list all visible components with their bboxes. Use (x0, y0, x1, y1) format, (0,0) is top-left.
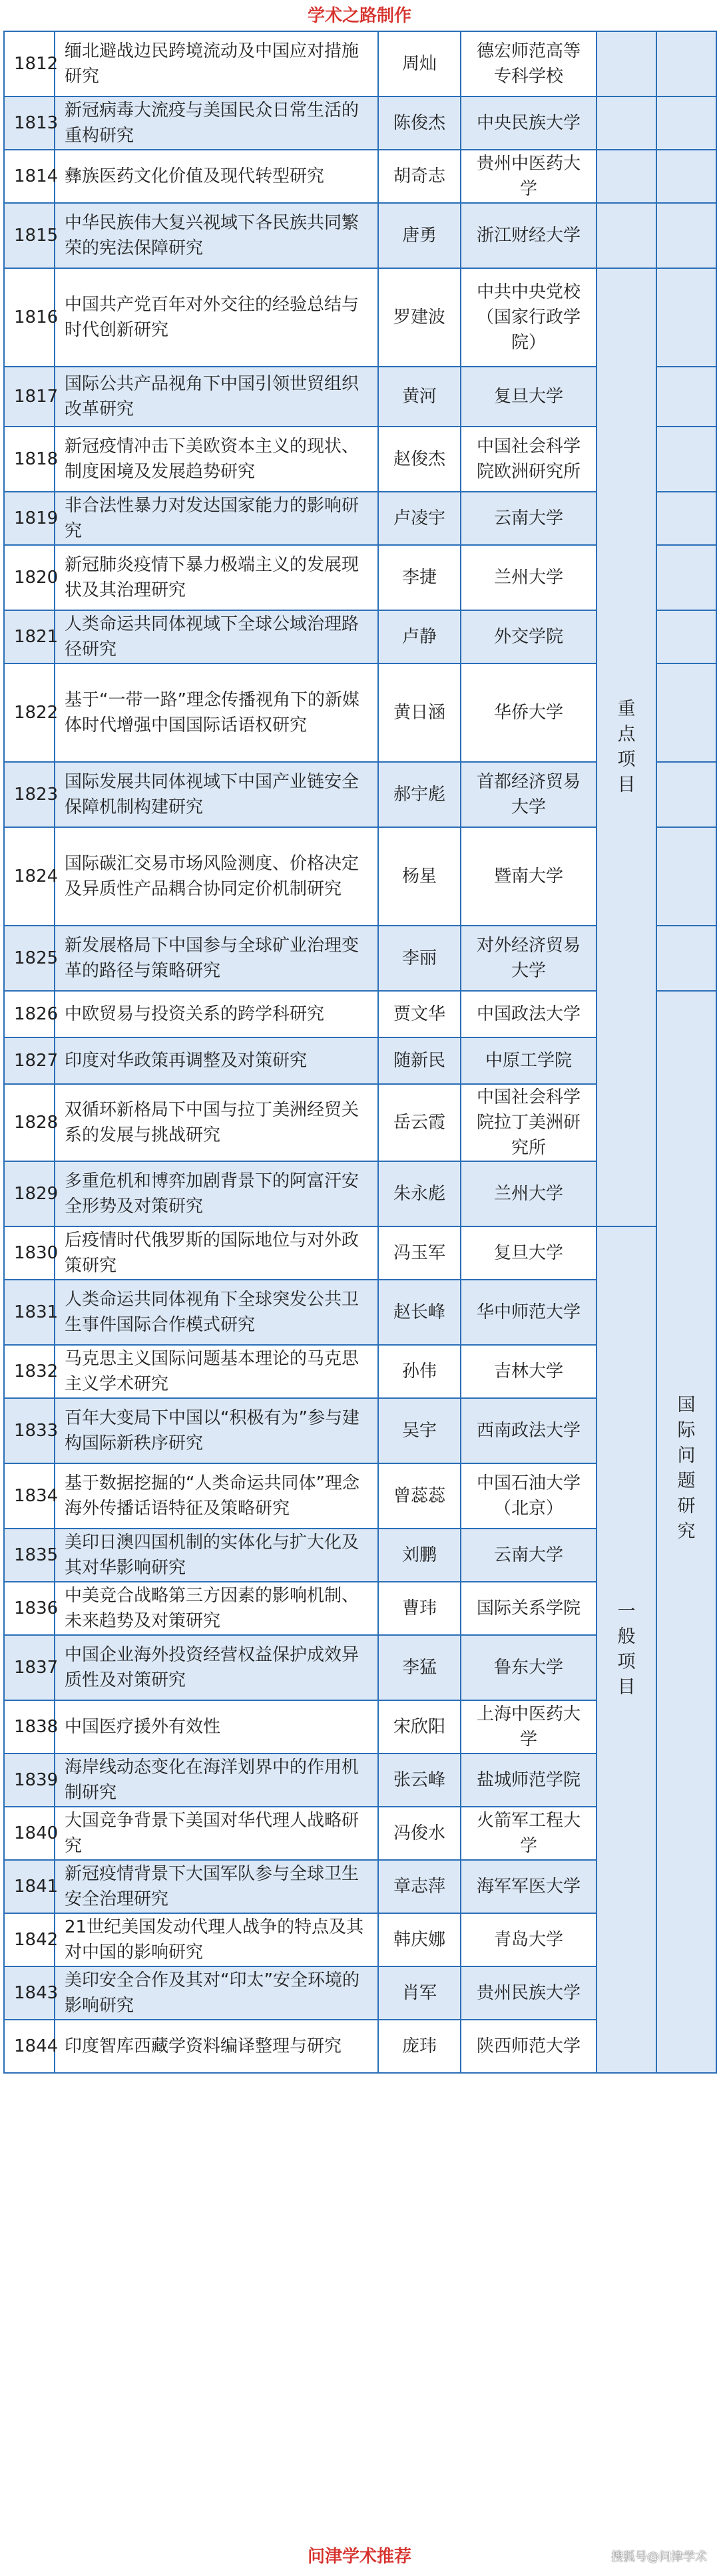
institution: 复旦大学 (461, 367, 597, 427)
principal-investigator: 卢静 (378, 610, 461, 663)
blank-cell (656, 827, 716, 926)
table-row (4, 203, 716, 268)
principal-investigator: 岳云霞 (378, 1084, 461, 1161)
blank-cell (656, 492, 716, 545)
project-number: 1821 (4, 610, 55, 663)
table-row (4, 31, 716, 96)
project-table-body (4, 31, 716, 2073)
category-label: 国际问题研究 (677, 1395, 696, 1542)
principal-investigator: 肖军 (378, 1966, 461, 2020)
institution: 陕西师范大学 (461, 2020, 597, 2073)
project-number: 1830 (4, 1226, 55, 1280)
institution: 中国石油大学（北京） (461, 1463, 597, 1529)
blank-cell (656, 367, 716, 427)
institution: 中国社会科学院欧洲研究所 (461, 427, 597, 492)
blank-cell (656, 545, 716, 610)
project-title: 新冠疫情背景下大国军队参与全球卫生安全治理研究 (55, 1860, 378, 1913)
project-number: 1822 (4, 663, 55, 762)
principal-investigator: 黄河 (378, 367, 461, 427)
project-number: 1841 (4, 1860, 55, 1913)
principal-investigator: 李捷 (378, 545, 461, 610)
project-title: 中国医疗援外有效性 (55, 1700, 378, 1753)
principal-investigator: 张云峰 (378, 1753, 461, 1807)
project-title: 21世纪美国发动代理人战争的特点及其对中国的影响研究 (55, 1913, 378, 1966)
blank-cell (656, 96, 716, 150)
project-title: 新冠疫情冲击下美欧资本主义的现状、制度困境及发展趋势研究 (55, 427, 378, 492)
project-number: 1828 (4, 1084, 55, 1161)
institution: 暨南大学 (461, 827, 597, 926)
project-number: 1819 (4, 492, 55, 545)
group-general-label: 一般项目 (617, 1601, 636, 1698)
project-title: 中美竞合战略第三方因素的影响机制、未来趋势及对策研究 (55, 1582, 378, 1635)
institution: 德宏师范高等专科学校 (461, 31, 597, 96)
table-row (4, 268, 716, 367)
watermark: 搜狐号@问津学术 (611, 2550, 707, 2564)
principal-investigator: 李丽 (378, 926, 461, 991)
principal-investigator: 周灿 (378, 31, 461, 96)
project-title: 国际公共产品视角下中国引领世贸组织改革研究 (55, 367, 378, 427)
blank-cell (597, 31, 656, 96)
project-title: 缅北避战边民跨境流动及中国应对措施研究 (55, 31, 378, 96)
principal-investigator: 杨星 (378, 827, 461, 926)
principal-investigator: 朱永彪 (378, 1161, 461, 1226)
institution: 华中师范大学 (461, 1280, 597, 1345)
project-number: 1816 (4, 268, 55, 367)
group-key-label: 重点项目 (617, 699, 636, 795)
project-number: 1833 (4, 1398, 55, 1463)
principal-investigator: 冯玉军 (378, 1226, 461, 1280)
project-title: 中国企业海外投资经营权益保护成效异质性及对策研究 (55, 1635, 378, 1700)
principal-investigator: 吴宇 (378, 1398, 461, 1463)
institution: 兰州大学 (461, 545, 597, 610)
institution: 盐城师范学院 (461, 1753, 597, 1807)
project-number: 1844 (4, 2020, 55, 2073)
project-title: 中国共产党百年对外交往的经验总结与时代创新研究 (55, 268, 378, 367)
institution: 外交学院 (461, 610, 597, 663)
blank-cell (656, 762, 716, 827)
project-number: 1838 (4, 1700, 55, 1753)
project-title: 人类命运共同体视域下全球公域治理路径研究 (55, 610, 378, 663)
principal-investigator: 罗建波 (378, 268, 461, 367)
footer-title: 问津学术推荐 (307, 2547, 411, 2567)
principal-investigator: 冯俊水 (378, 1807, 461, 1860)
group-general-projects (597, 1226, 656, 2073)
project-number: 1814 (4, 150, 55, 203)
project-title: 大国竞争背景下美国对华代理人战略研究 (55, 1807, 378, 1860)
institution: 中国政法大学 (461, 991, 597, 1037)
project-title: 新发展格局下中国参与全球矿业治理变革的路径与策略研究 (55, 926, 378, 991)
project-number: 1842 (4, 1913, 55, 1966)
table-row (4, 96, 716, 150)
institution: 贵州民族大学 (461, 1966, 597, 2020)
project-title: 后疫情时代俄罗斯的国际地位与对外政策研究 (55, 1226, 378, 1280)
principal-investigator: 陈俊杰 (378, 96, 461, 150)
project-number: 1832 (4, 1345, 55, 1398)
project-title: 海岸线动态变化在海洋划界中的作用机制研究 (55, 1753, 378, 1807)
blank-cell (656, 150, 716, 203)
project-number: 1840 (4, 1807, 55, 1860)
project-title: 印度对华政策再调整及对策研究 (55, 1037, 378, 1084)
project-title: 人类命运共同体视角下全球突发公共卫生事件国际合作模式研究 (55, 1280, 378, 1345)
project-number: 1836 (4, 1582, 55, 1635)
project-number: 1812 (4, 31, 55, 96)
blank-cell (656, 31, 716, 96)
project-number: 1834 (4, 1463, 55, 1529)
principal-investigator: 李猛 (378, 1635, 461, 1700)
institution: 青岛大学 (461, 1913, 597, 1966)
institution: 贵州中医药大学 (461, 150, 597, 203)
principal-investigator: 曾蕊蕊 (378, 1463, 461, 1529)
blank-cell (597, 96, 656, 150)
institution: 吉林大学 (461, 1345, 597, 1398)
project-title: 印度智库西藏学资料编译整理与研究 (55, 2020, 378, 2073)
principal-investigator: 刘鹏 (378, 1529, 461, 1582)
blank-cell (597, 150, 656, 203)
institution: 兰州大学 (461, 1161, 597, 1226)
principal-investigator: 韩庆娜 (378, 1913, 461, 1966)
project-title: 双循环新格局下中国与拉丁美洲经贸关系的发展与挑战研究 (55, 1084, 378, 1161)
project-table (3, 31, 717, 2074)
project-number: 1827 (4, 1037, 55, 1084)
institution: 首都经济贸易大学 (461, 762, 597, 827)
project-title: 非合法性暴力对发达国家能力的影响研究 (55, 492, 378, 545)
principal-investigator: 黄日涵 (378, 663, 461, 762)
header-title: 学术之路制作 (307, 6, 411, 26)
institution: 云南大学 (461, 1529, 597, 1582)
project-number: 1831 (4, 1280, 55, 1345)
principal-investigator: 宋欣阳 (378, 1700, 461, 1753)
project-title: 中华民族伟大复兴视域下各民族共同繁荣的宪法保障研究 (55, 203, 378, 268)
institution: 西南政法大学 (461, 1398, 597, 1463)
table-row (4, 1226, 716, 1280)
project-title: 百年大变局下中国以“积极有为”参与建构国际新秩序研究 (55, 1398, 378, 1463)
project-number: 1825 (4, 926, 55, 991)
project-title: 美印安全合作及其对“印太”安全环境的影响研究 (55, 1966, 378, 2020)
group-key-projects (597, 268, 656, 1226)
category-international-studies (656, 991, 716, 2073)
project-title: 彝族医药文化价值及现代转型研究 (55, 150, 378, 203)
institution: 鲁东大学 (461, 1635, 597, 1700)
principal-investigator: 贾文华 (378, 991, 461, 1037)
project-title: 基于数据挖掘的“人类命运共同体”理念海外传播话语特征及策略研究 (55, 1463, 378, 1529)
blank-cell (656, 926, 716, 991)
principal-investigator: 曹玮 (378, 1582, 461, 1635)
principal-investigator: 随新民 (378, 1037, 461, 1084)
project-title: 新冠肺炎疫情下暴力极端主义的发展现状及其治理研究 (55, 545, 378, 610)
blank-cell (656, 268, 716, 367)
institution: 中央民族大学 (461, 96, 597, 150)
project-number: 1820 (4, 545, 55, 610)
project-title: 新冠病毒大流疫与美国民众日常生活的重构研究 (55, 96, 378, 150)
project-title: 马克思主义国际问题基本理论的马克思主义学术研究 (55, 1345, 378, 1398)
project-number: 1818 (4, 427, 55, 492)
project-number: 1829 (4, 1161, 55, 1226)
principal-investigator: 卢凌宇 (378, 492, 461, 545)
institution: 上海中医药大学 (461, 1700, 597, 1753)
principal-investigator: 庞玮 (378, 2020, 461, 2073)
blank-cell (656, 203, 716, 268)
institution: 国际关系学院 (461, 1582, 597, 1635)
institution: 对外经济贸易大学 (461, 926, 597, 991)
project-number: 1823 (4, 762, 55, 827)
project-title: 美印日澳四国机制的实体化与扩大化及其对华影响研究 (55, 1529, 378, 1582)
project-title: 多重危机和博弈加剧背景下的阿富汗安全形势及对策研究 (55, 1161, 378, 1226)
principal-investigator: 赵俊杰 (378, 427, 461, 492)
project-number: 1813 (4, 96, 55, 150)
project-number: 1839 (4, 1753, 55, 1807)
institution: 中原工学院 (461, 1037, 597, 1084)
project-number: 1824 (4, 827, 55, 926)
project-number: 1815 (4, 203, 55, 268)
institution: 火箭军工程大学 (461, 1807, 597, 1860)
institution: 中国社会科学院拉丁美洲研究所 (461, 1084, 597, 1161)
principal-investigator: 章志萍 (378, 1860, 461, 1913)
principal-investigator: 郝宇彪 (378, 762, 461, 827)
project-title: 中欧贸易与投资关系的跨学科研究 (55, 991, 378, 1037)
principal-investigator: 唐勇 (378, 203, 461, 268)
blank-cell (597, 203, 656, 268)
institution: 云南大学 (461, 492, 597, 545)
project-title: 国际碳汇交易市场风险测度、价格决定及异质性产品耦合协同定价机制研究 (55, 827, 378, 926)
project-title: 基于“一带一路”理念传播视角下的新媒体时代增强中国国际话语权研究 (55, 663, 378, 762)
institution: 中共中央党校（国家行政学院） (461, 268, 597, 367)
principal-investigator: 赵长峰 (378, 1280, 461, 1345)
project-number: 1817 (4, 367, 55, 427)
institution: 海军军医大学 (461, 1860, 597, 1913)
project-title: 国际发展共同体视域下中国产业链安全保障机制构建研究 (55, 762, 378, 827)
institution: 浙江财经大学 (461, 203, 597, 268)
project-number: 1835 (4, 1529, 55, 1582)
blank-cell (656, 427, 716, 492)
project-number: 1837 (4, 1635, 55, 1700)
project-number: 1826 (4, 991, 55, 1037)
principal-investigator: 胡奇志 (378, 150, 461, 203)
principal-investigator: 孙伟 (378, 1345, 461, 1398)
table-row (4, 150, 716, 203)
blank-cell (656, 663, 716, 762)
institution: 华侨大学 (461, 663, 597, 762)
institution: 复旦大学 (461, 1226, 597, 1280)
blank-cell (656, 610, 716, 663)
project-number: 1843 (4, 1966, 55, 2020)
